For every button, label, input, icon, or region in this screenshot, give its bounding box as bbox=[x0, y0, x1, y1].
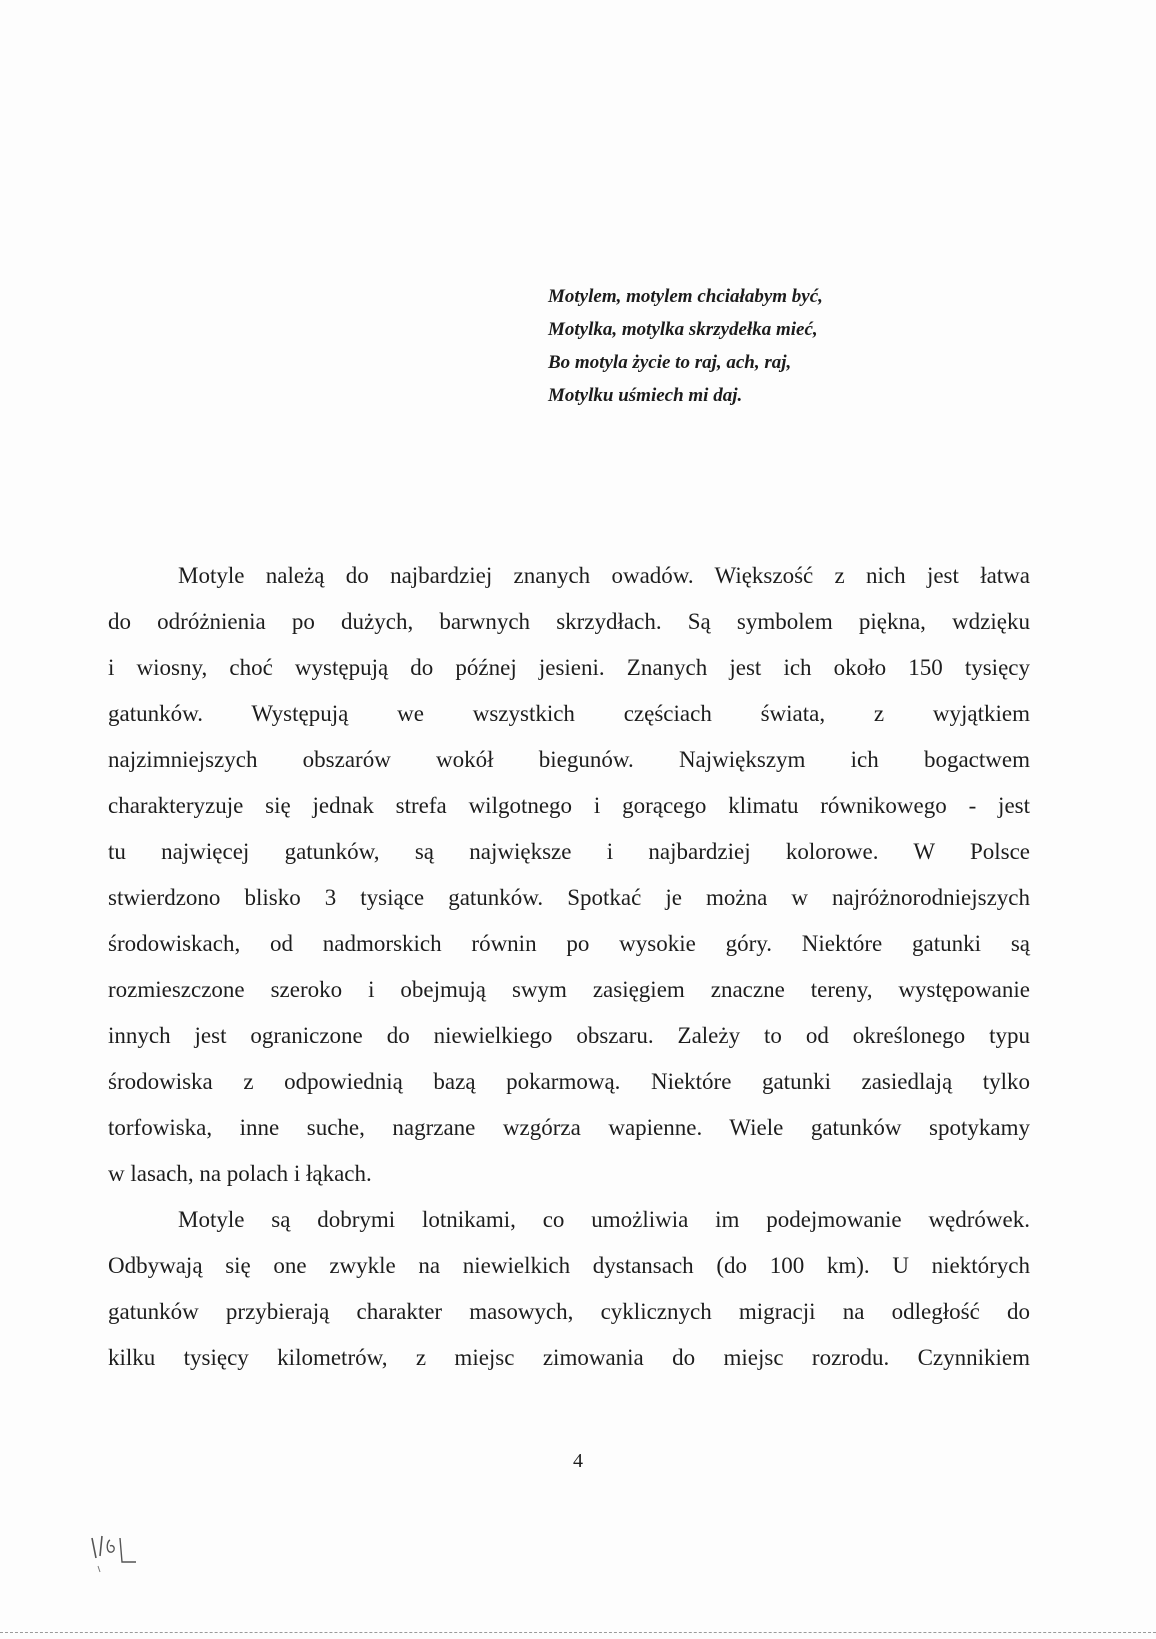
page-number: 4 bbox=[573, 1450, 583, 1472]
text-line: gatunków przybierają charakter masowych, cyklicznych migracji na odległość do bbox=[108, 1299, 1030, 1324]
scan-edge-line bbox=[0, 1632, 1156, 1633]
text-line: środowiskach, od nadmorskich równin po wysokie góry. Niektóre gatunki są bbox=[108, 931, 1030, 956]
paragraph-2 bbox=[108, 1197, 1030, 1381]
handwritten-mark bbox=[86, 1528, 146, 1574]
text-line: rozmieszczone szeroko i obejmują swym zasięgiem znaczne tereny, występowanie bbox=[108, 977, 1030, 1002]
epigraph-line: Motylku uśmiech mi daj. bbox=[548, 385, 743, 406]
text-line: torfowiska, inne suche, nagrzane wzgórza wapienne. Wiele gatunków spotykamy bbox=[108, 1115, 1030, 1140]
text-line: stwierdzono blisko 3 tysiące gatunków. Spotkać je można w najróżnorodniejszych bbox=[108, 885, 1030, 910]
paragraph-1 bbox=[108, 553, 1030, 1197]
text-line: i wiosny, choć występują do późnej jesieni. Znanych jest ich około 150 tysięcy bbox=[108, 655, 1030, 680]
text-line: Motyle są dobrymi lotnikami, co umożliwia im podejmowanie wędrówek. bbox=[178, 1207, 1030, 1232]
text-line: gatunków. Występują we wszystkich częściach świata, z wyjątkiem bbox=[108, 701, 1030, 726]
text-line: tu najwięcej gatunków, są największe i najbardziej kolorowe. W Polsce bbox=[108, 839, 1030, 864]
text-line: kilku tysięcy kilometrów, z miejsc zimowania do miejsc rozrodu. Czynnikiem bbox=[108, 1345, 1030, 1370]
text-line: innych jest ograniczone do niewielkiego obszaru. Zależy to od określonego typu bbox=[108, 1023, 1030, 1048]
body-text bbox=[108, 553, 1030, 1381]
text-line: do odróżnienia po dużych, barwnych skrzydłach. Są symbolem piękna, wdzięku bbox=[108, 609, 1030, 634]
text-line: charakteryzuje się jednak strefa wilgotnego i gorącego klimatu równikowego - jest bbox=[108, 793, 1030, 818]
epigraph-poem bbox=[548, 280, 968, 412]
text-line: Motyle należą do najbardziej znanych owadów. Większość z nich jest łatwa bbox=[178, 563, 1030, 588]
text-line: najzimniejszych obszarów wokół biegunów. Największym ich bogactwem bbox=[108, 747, 1030, 772]
epigraph-line: Motylem, motylem chciałabym być, bbox=[548, 286, 823, 307]
text-line: w lasach, na polach i łąkach. bbox=[108, 1161, 372, 1186]
text-line: Odbywają się one zwykle na niewielkich dystansach (do 100 km). U niektórych bbox=[108, 1253, 1030, 1278]
epigraph-line: Bo motyla życie to raj, ach, raj, bbox=[548, 352, 792, 373]
epigraph-line: Motylka, motylka skrzydełka mieć, bbox=[548, 319, 818, 340]
text-line: środowiska z odpowiednią bazą pokarmową. Niektóre gatunki zasiedlają tylko bbox=[108, 1069, 1030, 1094]
